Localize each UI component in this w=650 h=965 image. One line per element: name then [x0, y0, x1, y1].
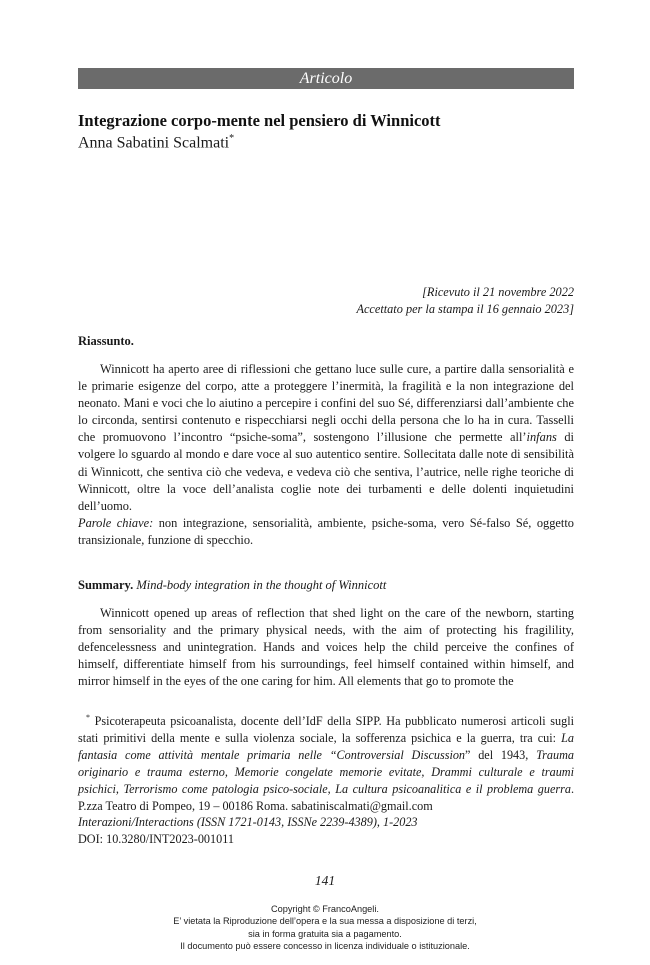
page-number: 141 [314, 873, 336, 888]
journal-reference: Interazioni/Interactions (ISSN 1721-0143, ISSNe 2239-4389), 1-2023 [78, 815, 418, 829]
author-name: Anna Sabatini Scalmati [78, 134, 230, 152]
copyright-line-4: Il documento può essere concesso in licenza individuale o istituzionale. [180, 940, 470, 951]
article-author [78, 133, 234, 152]
summary-heading: Summary. [78, 578, 134, 592]
footnote-text-a: Psicoterapeuta psicoanalista, docente dell’IdF della SIPP. Ha pubblicato numerosi articoli sugli stati primitivi della mente e sulla violenza sociale, la sofferenza psichica e la guerra, tra cui: [78, 714, 574, 745]
accepted-date: Accettato per la stampa il 16 gennaio 2023] [356, 302, 574, 316]
summary-heading-line [78, 578, 386, 593]
section-banner: Articolo [78, 68, 574, 89]
journal-citation [78, 814, 418, 847]
keywords-label: Parole chiave: [78, 516, 154, 530]
footnote-italic-2: Trauma originario e trauma esterno, Memorie congelate memorie evitate, Drammi culturale e traumi psichici, Terrorismo come patologia psico-sociale, La cultura psicoanalitica e il problema guerra [78, 747, 574, 796]
riassunto-heading: Riassunto. [78, 334, 134, 348]
copyright-line-2: E’ vietata la Riproduzione dell’opera e la sua messa a disposizione di terzi, [173, 916, 477, 927]
summary-paragraph [78, 605, 574, 690]
riassunto-italic-infans: infans [526, 430, 557, 445]
copyright-line-1: Copyright © FrancoAngeli. [271, 904, 379, 914]
riassunto-text-2: di volgere lo sguardo al mondo e dare voce al suo autentico sentire. Sollecitata dalle note di sensibilità di Winnicott, che sentiva ciò che vedeva, e vedeva ciò che sentiva, l’autrice, nelle righe teoriche di Winnicott, oltre la voce dell’analista coglie note dei turbamenti e delle dolenti inquietudini dell’uomo. [78, 430, 574, 513]
received-date: [Ricevuto il 21 novembre 2022 [422, 285, 574, 299]
copyright-notice [0, 903, 650, 952]
article-title: Integrazione corpo-mente nel pensiero di Winnicott [78, 111, 441, 130]
author-footnote-mark: * [229, 133, 235, 144]
author-footnote [78, 710, 574, 815]
doi: DOI: 10.3280/INT2023-001011 [78, 831, 234, 846]
summary-text: Winnicott opened up areas of reflection that shed light on the care of the newborn, starting from sensoriality and the primary physical needs, with the aim of protecting his fragilility, defencelessness and unintegration. Hands and voices help the child perceive the confines of himself, differentiate himself from his surroundings, feel himself contained within himself, and mirror himself in the eyes of the one caring for him. All elements that go to promote the [78, 606, 574, 689]
footnote-mark: * [86, 713, 90, 722]
riassunto-text-1: Winnicott ha aperto aree di riflessioni che gettano luce sulle cure, a partire dalla sensorialità e le primarie esigenze del corpo, atte a proteggere l’inermità, la fragilità e la non integrazione del neonato. Mani e voci che lo aiutino a percepire i confini del suo Sé, differenziarsi dall’ambiente che lo circonda, sentirsi contenuto e rispecchiarsi negli occhi della persona che lo ha in cura. Tasselli che promuovono l’incontro “psiche-soma”, sostengono l’illusione che permette all’ [78, 362, 574, 445]
riassunto-paragraph [78, 361, 574, 515]
footnote-text-b: ” del 1943, [465, 747, 537, 762]
summary-subtitle: Mind-body integration in the thought of Winnicott [136, 578, 387, 592]
copyright-line-3: sia in forma gratuita sia a pagamento. [248, 928, 402, 939]
footnote-italic-1: La fantasia come attività mentale primaria nelle “Controversial Discussion [78, 730, 574, 762]
keywords-text: non integrazione, sensorialità, ambiente, psiche-soma, vero Sé-falso Sé, oggetto transizionale, funzione di specchio. [78, 516, 575, 548]
footnote-text-c: . P.zza Teatro di Pompeo, 19 – 00186 Roma. sabatiniscalmati@gmail.com [78, 781, 574, 813]
keywords-paragraph [78, 515, 574, 549]
